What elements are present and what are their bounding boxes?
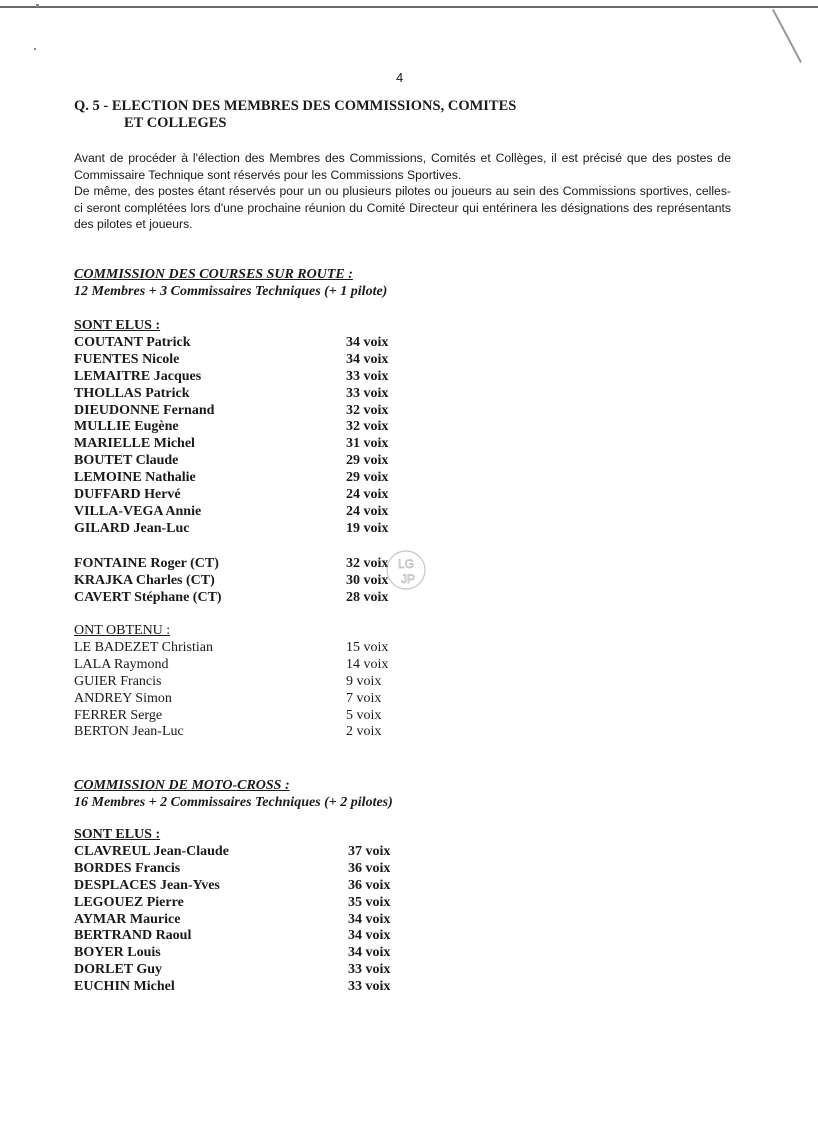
result-row: [74, 504, 414, 521]
result-row: [74, 962, 414, 979]
vote-count: 7 voix: [346, 690, 382, 706]
route-technical-list: [74, 556, 414, 607]
scan-speck: [36, 4, 39, 7]
result-row: [74, 470, 414, 487]
candidate-name: FUENTES Nicole: [74, 351, 180, 367]
result-row: [74, 335, 414, 352]
candidate-name: LEGOUEZ Pierre: [74, 894, 184, 910]
result-row: [74, 436, 414, 453]
route-commission-subtitle: 12 Membres + 3 Commissaires Techniques (+ 1 pilote): [74, 284, 388, 299]
result-row: [74, 928, 414, 945]
result-row: [74, 573, 414, 590]
result-row: [74, 945, 414, 962]
candidate-name: FERRER Serge: [74, 707, 163, 723]
page-number: 4: [396, 70, 404, 85]
result-row: [74, 708, 414, 725]
vote-count: 32 voix: [346, 402, 389, 418]
vote-count: 29 voix: [346, 453, 389, 469]
result-row: [74, 844, 414, 861]
vote-count: 14 voix: [346, 656, 389, 672]
vote-count: 2 voix: [346, 724, 382, 740]
result-row: [74, 487, 414, 504]
vote-count: 34 voix: [348, 945, 391, 961]
intro-paragraph: Avant de procéder à l'élection des Membres des Commissions, Comités et Collèges, il est précisé que des postes de Commissaire Technique sont réservés pour les Commissions Sportives.: [74, 151, 731, 182]
vote-count: 32 voix: [346, 419, 389, 435]
vote-count: 34 voix: [346, 335, 389, 350]
result-row: [74, 521, 414, 538]
vote-count: 24 voix: [346, 487, 389, 503]
cross-commission-title: COMMISSION DE MOTO-CROSS :: [74, 778, 290, 793]
intro-paragraph: De même, des postes étant réservés pour un ou plusieurs pilotes ou joueurs au sein des Commissions sportives, celles-ci seront complétées lors d'une prochaine réunion du Comité Directeur qui entérinera les désignations des représentants des pilotes et joueurs.: [74, 184, 731, 231]
result-row: [74, 674, 414, 691]
vote-count: 36 voix: [348, 877, 391, 893]
candidate-name: EUCHIN Michel: [74, 979, 175, 995]
candidate-name: LEMOINE Nathalie: [74, 470, 196, 486]
candidate-name: ANDREY Simon: [74, 690, 172, 706]
scan-top-edge: [0, 6, 818, 8]
candidate-name: FONTAINE Roger (CT): [74, 556, 219, 571]
vote-count: 29 voix: [346, 470, 389, 486]
svg-text:JP: JP: [400, 572, 416, 586]
vote-count: 34 voix: [348, 911, 391, 927]
vote-count: 34 voix: [346, 351, 389, 367]
candidate-name: BOUTET Claude: [74, 453, 179, 469]
candidate-name: DIEUDONNE Fernand: [74, 402, 215, 418]
vote-count: 9 voix: [346, 673, 382, 689]
vote-count: 33 voix: [348, 962, 391, 978]
vote-count: 19 voix: [346, 520, 389, 536]
route-obtained-label: ONT OBTENU :: [74, 623, 171, 638]
cross-commission-subtitle: 16 Membres + 2 Commissaires Techniques (+ 2 pilotes): [74, 795, 393, 810]
result-row: [74, 724, 414, 741]
result-row: [74, 861, 414, 878]
route-elected-label: SONT ELUS :: [74, 318, 161, 333]
candidate-name: CAVERT Stéphane (CT): [74, 589, 222, 605]
candidate-name: DUFFARD Hervé: [74, 487, 181, 503]
candidate-name: GUIER Francis: [74, 673, 162, 689]
result-row: [74, 979, 414, 996]
result-row: [74, 403, 414, 420]
vote-count: 30 voix: [346, 572, 389, 588]
result-row: [74, 878, 414, 895]
question-heading-line1: Q. 5 - ELECTION DES MEMBRES DES COMMISSIONS, COMITES: [74, 98, 517, 114]
result-row: [74, 419, 414, 436]
result-row: [74, 657, 414, 674]
result-row: [74, 386, 414, 403]
vote-count: 33 voix: [346, 385, 389, 401]
vote-count: 35 voix: [348, 894, 391, 910]
candidate-name: LE BADEZET Christian: [74, 640, 213, 655]
result-row: [74, 691, 414, 708]
result-row: [74, 590, 414, 607]
candidate-name: COUTANT Patrick: [74, 335, 191, 350]
route-commission-heading: [74, 266, 387, 300]
candidate-name: MARIELLE Michel: [74, 436, 195, 452]
result-row: [74, 640, 414, 657]
candidate-name: CLAVREUL Jean-Claude: [74, 844, 229, 859]
vote-count: 34 voix: [348, 928, 391, 944]
vote-count: 37 voix: [348, 844, 391, 859]
candidate-name: KRAJKA Charles (CT): [74, 572, 215, 588]
candidate-name: THOLLAS Patrick: [74, 385, 190, 401]
result-row: [74, 352, 414, 369]
vote-count: 32 voix: [346, 556, 389, 571]
cross-elected-list: [74, 844, 414, 996]
intro-text: [74, 150, 731, 233]
candidate-name: LEMAITRE Jacques: [74, 368, 202, 384]
candidate-name: VILLA-VEGA Annie: [74, 503, 202, 519]
candidate-name: MULLIE Eugène: [74, 419, 179, 435]
svg-text:LG: LG: [397, 557, 415, 571]
result-row: [74, 912, 414, 929]
cross-elected-label: SONT ELUS :: [74, 827, 161, 842]
result-row: [74, 453, 414, 470]
route-commission-title: COMMISSION DES COURSES SUR ROUTE :: [74, 267, 353, 282]
result-row: [74, 895, 414, 912]
vote-count: 15 voix: [346, 640, 389, 655]
candidate-name: GILARD Jean-Luc: [74, 520, 190, 536]
scan-speck: [34, 48, 36, 50]
vote-count: 33 voix: [346, 368, 389, 384]
candidate-name: BERTRAND Raoul: [74, 928, 192, 944]
vote-count: 33 voix: [348, 979, 391, 995]
result-row: [74, 556, 414, 573]
vote-count: 24 voix: [346, 503, 389, 519]
lgjp-stamp: [384, 548, 428, 592]
candidate-name: BERTON Jean-Luc: [74, 724, 184, 740]
candidate-name: DESPLACES Jean-Yves: [74, 877, 220, 893]
question-heading-line2: ET COLLEGES: [124, 115, 227, 131]
vote-count: 5 voix: [346, 707, 382, 723]
vote-count: 31 voix: [346, 436, 389, 452]
candidate-name: BOYER Louis: [74, 945, 161, 961]
candidate-name: BORDES Francis: [74, 860, 181, 876]
scan-mark: [772, 9, 802, 63]
candidate-name: DORLET Guy: [74, 962, 163, 978]
cross-commission-heading: [74, 777, 393, 811]
result-row: [74, 369, 414, 386]
route-obtained-list: [74, 640, 414, 741]
candidate-name: LALA Raymond: [74, 656, 169, 672]
vote-count: 36 voix: [348, 860, 391, 876]
route-elected-list: [74, 335, 414, 538]
candidate-name: AYMAR Maurice: [74, 911, 181, 927]
question-heading: [74, 98, 516, 132]
vote-count: 28 voix: [346, 589, 389, 605]
